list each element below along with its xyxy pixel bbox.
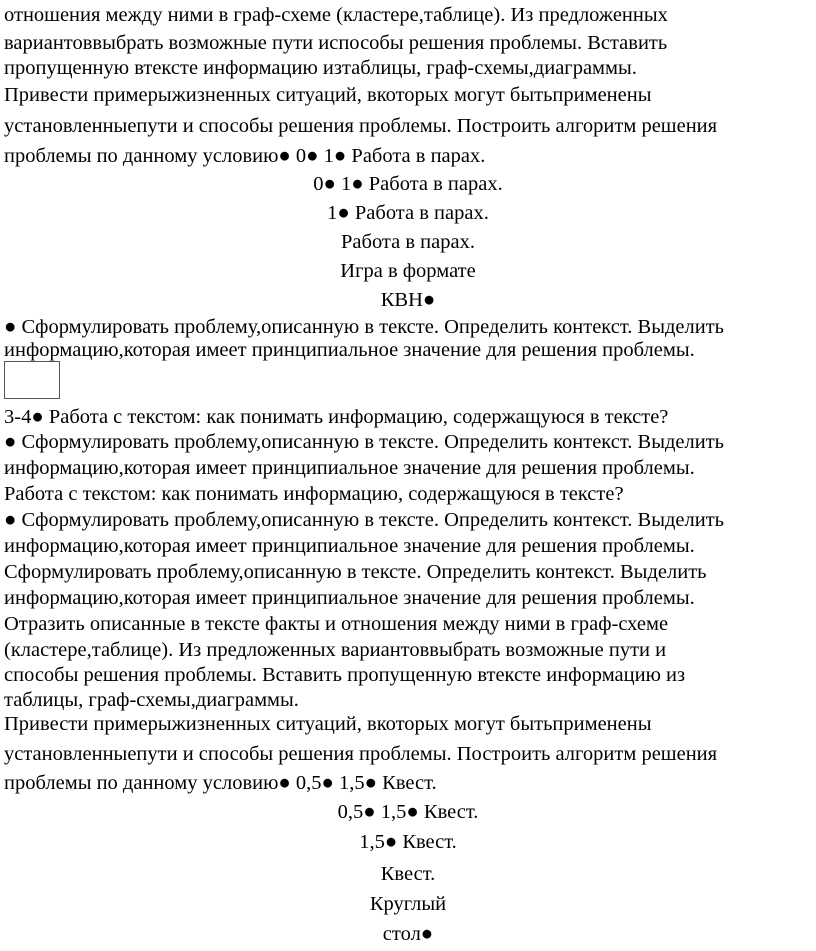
text-line: Отразить описанные в тексте факты и отношения между ними в граф-схеме <box>4 613 669 635</box>
text-line-centered: 0● 1● Работа в парах. <box>313 173 503 195</box>
text-line: пропущенную втексте информацию изтаблицы, граф-схемы,диаграммы. <box>4 57 637 79</box>
text-line-centered: стол● <box>382 923 434 945</box>
text-line: проблемы по данному условию● 0,5● 1,5● Квест. <box>4 772 437 794</box>
text-line: ● Сформулировать проблему,описанную в тексте. Определить контекст. Выделить <box>4 431 725 453</box>
text-line: отношения между ними в граф-схеме (кластере,таблице). Из предложенных <box>4 4 668 26</box>
text-line-centered: 0,5● 1,5● Квест. <box>337 801 479 823</box>
text-line: 3-4● Работа с текстом: как понимать информацию, содержащуюся в тексте? <box>4 406 669 428</box>
text-line: вариантоввыбрать возможные пути испособы решения проблемы. Вставить <box>4 32 668 54</box>
text-line: информацию,которая имеет принципиальное значение для решения проблемы. <box>4 535 695 557</box>
text-line-centered: КВН● <box>380 289 436 311</box>
empty-box <box>4 361 60 399</box>
text-line-centered: Квест. <box>380 863 436 885</box>
text-line: (кластере,таблице). Из предложенных вариантоввыбрать возможные пути и <box>4 639 667 661</box>
text-line-centered: Круглый <box>369 893 447 915</box>
text-line: проблемы по данному условию● 0● 1● Работа в парах. <box>4 145 486 167</box>
text-line: ● Сформулировать проблему,описанную в тексте. Определить контекст. Выделить <box>4 509 725 531</box>
text-line: Сформулировать проблему,описанную в тексте. Определить контекст. Выделить <box>4 561 707 583</box>
text-line: Работа с текстом: как понимать информацию, содержащуюся в тексте? <box>4 483 624 505</box>
text-line: Привести примерыжизненных ситуаций, вкоторых могут бытьприменены <box>4 84 652 106</box>
text-line-centered: Работа в парах. <box>341 231 475 253</box>
text-line: информацию,которая имеет принципиальное значение для решения проблемы. <box>4 457 695 479</box>
text-line-centered: 1● Работа в парах. <box>327 202 489 224</box>
text-line: ● Сформулировать проблему,описанную в тексте. Определить контекст. Выделить <box>4 316 725 338</box>
text-line: информацию,которая имеет принципиальное значение для решения проблемы. <box>4 339 695 361</box>
text-line-centered: 1,5● Квест. <box>359 831 457 853</box>
text-line: способы решения проблемы. Вставить пропущенную втексте информацию из <box>4 664 686 686</box>
text-line: информацию,которая имеет принципиальное значение для решения проблемы. <box>4 587 695 609</box>
text-line: установленныепути и способы решения проблемы. Построить алгоритм решения <box>4 743 718 765</box>
text-line-centered: Игра в формате <box>340 260 476 282</box>
text-line: установленныепути и способы решения проблемы. Построить алгоритм решения <box>4 115 718 137</box>
text-line: Привести примерыжизненных ситуаций, вкоторых могут бытьприменены <box>4 713 652 735</box>
text-line: таблицы, граф-схемы,диаграммы. <box>4 689 299 711</box>
